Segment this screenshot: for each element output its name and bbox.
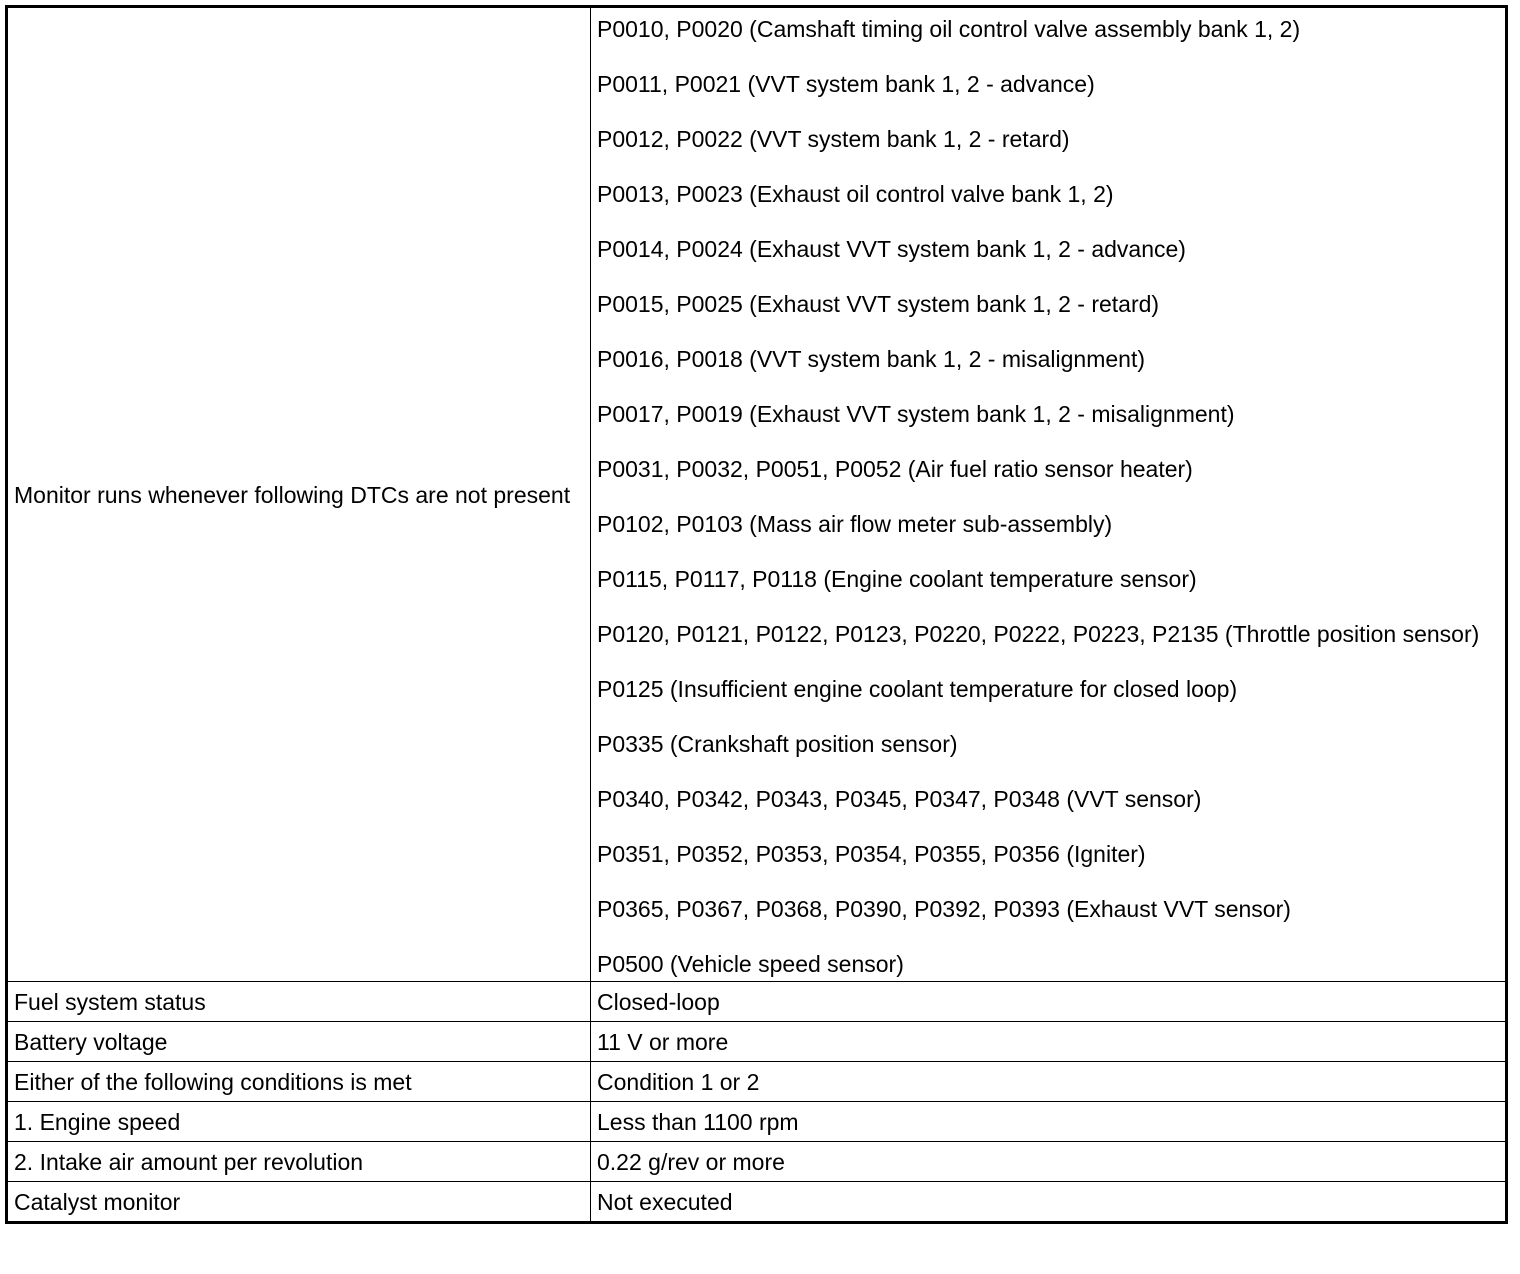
table-row bbox=[7, 1142, 1507, 1182]
table-row bbox=[7, 1182, 1507, 1223]
dtc-item: P0365, P0367, P0368, P0390, P0392, P0393 (Exhaust VVT sensor) bbox=[597, 896, 1291, 922]
dtc-item: P0012, P0022 (VVT system bank 1, 2 - retard) bbox=[597, 126, 1070, 152]
dtc-list-cell bbox=[591, 7, 1507, 982]
table-row bbox=[7, 1102, 1507, 1142]
row-label: Fuel system status bbox=[7, 982, 591, 1022]
conditions-table bbox=[5, 5, 1508, 1224]
row-label: 2. Intake air amount per revolution bbox=[7, 1142, 591, 1182]
dtc-item: P0031, P0032, P0051, P0052 (Air fuel ratio sensor heater) bbox=[597, 456, 1193, 482]
row-value: Condition 1 or 2 bbox=[591, 1062, 1507, 1102]
dtc-item: P0500 (Vehicle speed sensor) bbox=[597, 951, 904, 977]
row-label: Catalyst monitor bbox=[7, 1182, 591, 1223]
dtc-item: P0011, P0021 (VVT system bank 1, 2 - advance) bbox=[597, 71, 1095, 97]
dtc-item: P0340, P0342, P0343, P0345, P0347, P0348 (VVT sensor) bbox=[597, 786, 1202, 812]
dtc-item: P0115, P0117, P0118 (Engine coolant temperature sensor) bbox=[597, 566, 1197, 592]
dtc-list bbox=[597, 8, 1499, 981]
dtc-item: P0335 (Crankshaft position sensor) bbox=[597, 731, 958, 757]
row-value: 11 V or more bbox=[591, 1022, 1507, 1062]
dtc-item: P0010, P0020 (Camshaft timing oil control valve assembly bank 1, 2) bbox=[597, 16, 1301, 42]
dtc-item: P0351, P0352, P0353, P0354, P0355, P0356 (Igniter) bbox=[597, 841, 1146, 867]
table-row bbox=[7, 982, 1507, 1022]
dtc-item: P0017, P0019 (Exhaust VVT system bank 1, 2 - misalignment) bbox=[597, 401, 1235, 427]
dtc-item: P0102, P0103 (Mass air flow meter sub-assembly) bbox=[597, 511, 1113, 537]
table-row bbox=[7, 1022, 1507, 1062]
row-label: 1. Engine speed bbox=[7, 1102, 591, 1142]
row-value: Not executed bbox=[591, 1182, 1507, 1223]
dtc-item: P0120, P0121, P0122, P0123, P0220, P0222, P0223, P2135 (Throttle position sensor) bbox=[597, 621, 1480, 647]
row-value: Less than 1100 rpm bbox=[591, 1102, 1507, 1142]
dtc-item: P0125 (Insufficient engine coolant temperature for closed loop) bbox=[597, 676, 1238, 702]
dtc-item: P0014, P0024 (Exhaust VVT system bank 1, 2 - advance) bbox=[597, 236, 1186, 262]
row-label: Either of the following conditions is met bbox=[7, 1062, 591, 1102]
dtc-item: P0013, P0023 (Exhaust oil control valve bank 1, 2) bbox=[597, 181, 1114, 207]
dtc-row bbox=[7, 7, 1507, 982]
dtc-row-label: Monitor runs whenever following DTCs are not present bbox=[7, 7, 591, 982]
dtc-item: P0015, P0025 (Exhaust VVT system bank 1, 2 - retard) bbox=[597, 291, 1160, 317]
dtc-item: P0016, P0018 (VVT system bank 1, 2 - misalignment) bbox=[597, 346, 1146, 372]
row-value: 0.22 g/rev or more bbox=[591, 1142, 1507, 1182]
row-label: Battery voltage bbox=[7, 1022, 591, 1062]
row-value: Closed-loop bbox=[591, 982, 1507, 1022]
table-row bbox=[7, 1062, 1507, 1102]
